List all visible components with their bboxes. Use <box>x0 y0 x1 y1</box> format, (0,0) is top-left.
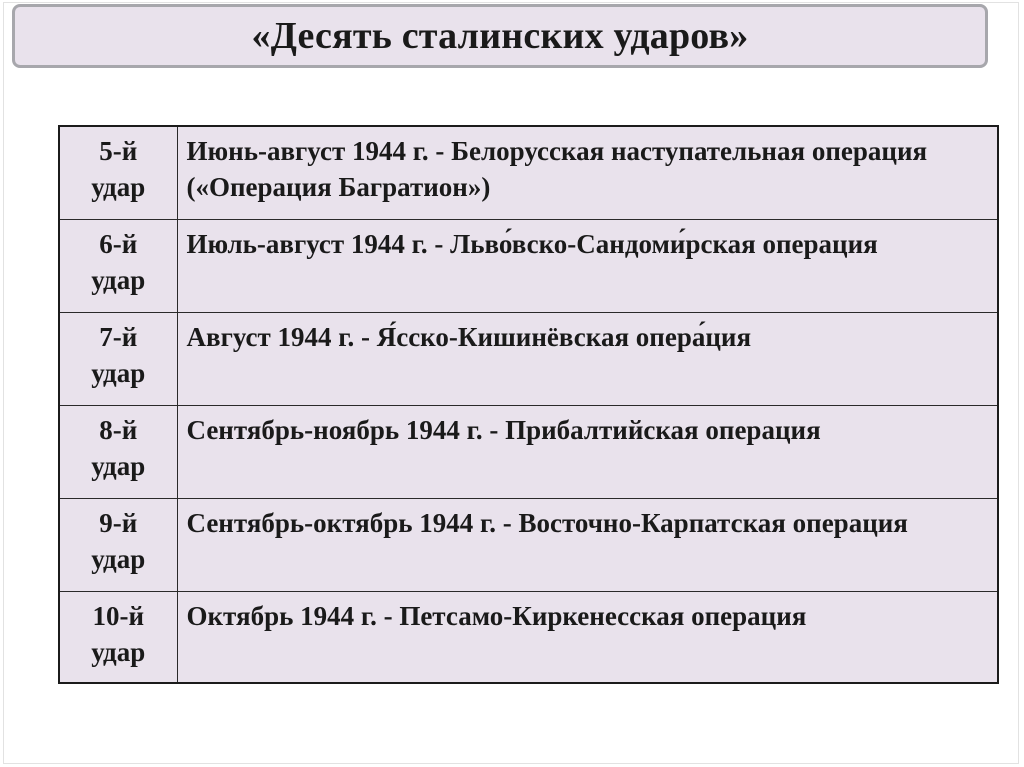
strike-number-cell <box>59 405 177 498</box>
strike-number-cell <box>59 312 177 405</box>
slide-title-box <box>12 4 988 68</box>
operation-description: Сентябрь-октябрь 1944 г. - Восточно-Карпатская операция <box>177 498 998 591</box>
table-row <box>59 312 998 405</box>
table-row <box>59 219 998 312</box>
strike-number-cell <box>59 219 177 312</box>
operation-description: Октябрь 1944 г. - Петсамо-Киркенесская операция <box>177 591 998 683</box>
strike-word: удар <box>91 636 146 667</box>
strike-number-cell <box>59 591 177 683</box>
strike-word: удар <box>91 172 146 202</box>
strike-number: 6-й <box>99 228 138 259</box>
operation-description: Июль-август 1944 г. - Льво́вско-Сандоми́рская операция <box>177 219 998 312</box>
strike-number: 7-й <box>99 321 138 352</box>
strike-number-cell <box>59 126 177 219</box>
table-row <box>59 126 998 219</box>
strike-word: удар <box>91 264 146 295</box>
operation-description: Сентябрь-ноябрь 1944 г. - Прибалтийская операция <box>177 405 998 498</box>
table-row <box>59 591 998 683</box>
operation-description: Июнь-август 1944 г. - Белорусская наступательная операция («Операция Багратион») <box>177 126 998 219</box>
strike-number: 8-й <box>99 414 138 445</box>
table-row <box>59 498 998 591</box>
strike-number: 10-й <box>92 600 145 631</box>
strike-word: удар <box>91 450 146 481</box>
strikes-table <box>58 125 999 684</box>
slide-title: «Десять сталинских ударов» <box>251 15 749 57</box>
table-row <box>59 405 998 498</box>
strike-number-cell <box>59 498 177 591</box>
operation-description: Август 1944 г. - Я́сско-Кишинёвская опера́ция <box>177 312 998 405</box>
strike-word: удар <box>91 357 146 388</box>
strike-number: 5-й <box>99 136 138 166</box>
strike-number: 9-й <box>99 507 138 538</box>
strike-word: удар <box>91 543 146 574</box>
